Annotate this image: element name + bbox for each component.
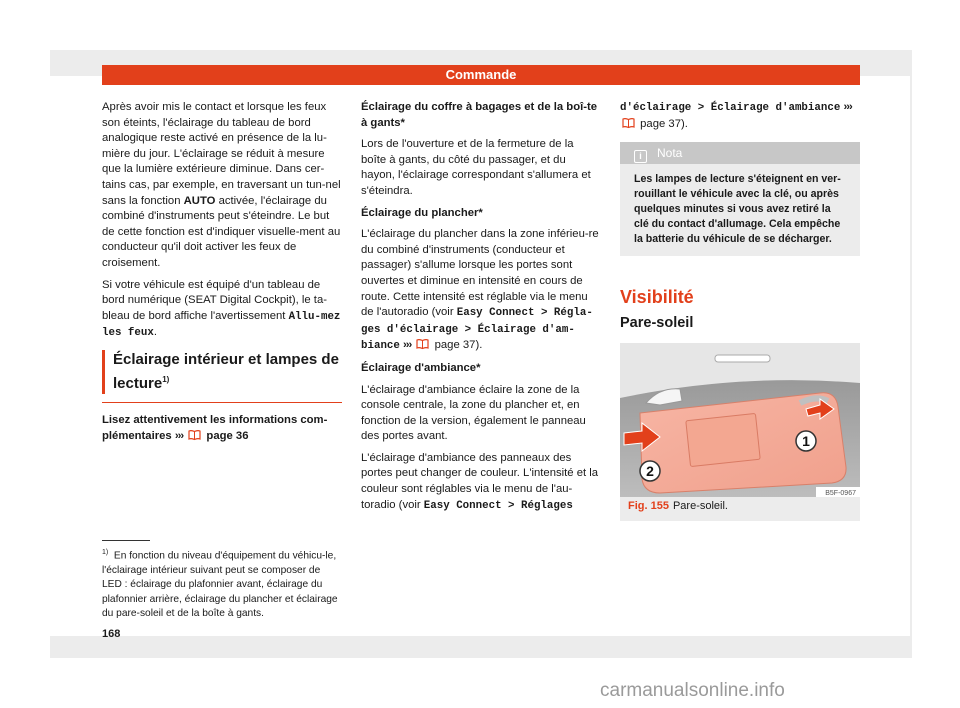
section-title: Visibilité — [620, 287, 694, 308]
paragraph: Lors de l'ouverture et de la fermeture de la boîte à gants, du côté du passager, et du hayon, l'éclairage correspondant s'allumera et s'éteindra. — [361, 138, 591, 197]
nota-header: i Nota — [620, 142, 860, 164]
page-link[interactable]: page 36 — [206, 429, 249, 442]
paragraph: L'éclairage d'ambiance des panneaux des portes peut changer de couleur. L'intensité et la couleur sont réglables via le menu de l'au-toradio (voir Easy Connect > Réglages — [361, 451, 599, 512]
figure-code: B5F-0967 — [825, 490, 856, 497]
nota-text: Les lampes de lecture s'éteignent en ver-rouillant le véhicule avec la clé, ou après quelques minutes si vous avez retiré la clé du contact d'allumage. Cela empêche la batterie du véhicule de se décharger. — [634, 173, 841, 246]
subsection-title: Pare-soleil — [620, 314, 694, 331]
figure-box — [620, 343, 860, 521]
heading-rule — [102, 402, 342, 403]
paragraph: d'éclairage > Éclairage d'ambiance ››› page 37). — [620, 101, 852, 130]
sun-visor-illustration — [620, 343, 860, 497]
figure-caption: Fig. 155 Pare-soleil. — [628, 500, 728, 512]
paragraph: L'éclairage du plancher dans la zone inférieu-re du combiné d'instruments (conducteur et passager) s'allume lorsque les portes sont ouvertes et diminue en intensité en cours de route. Cette intensité est réglable via le menu de l'autoradio (voir Easy Connect > Régla-ges d'éclairage > Éclairage d'am-biance ››› page 37). — [361, 228, 599, 353]
book-icon — [622, 117, 635, 129]
figure-label-2: 2 — [646, 463, 654, 479]
nota-box — [620, 142, 860, 256]
figure-label-1: 1 — [802, 433, 810, 449]
column-left — [102, 100, 342, 450]
display-message: Allu-mez les feux — [102, 310, 341, 340]
menu-path: Easy Connect > Réglages — [423, 499, 573, 512]
page-link[interactable]: page 37 — [434, 339, 476, 352]
header-title: Commande — [102, 65, 860, 85]
menu-path: Easy Connect > Régla-ges d'éclairage > Éclairage d'am-biance — [361, 307, 593, 353]
subheading: Éclairage du plancher* — [361, 206, 483, 219]
column-middle — [361, 100, 601, 520]
menu-path: d'éclairage > Éclairage d'ambiance — [620, 102, 841, 114]
subheading: Éclairage du coffre à bagages et de la boî-te à gants* — [361, 101, 598, 129]
column-right — [620, 100, 860, 331]
intro-text: Lisez attentivement les informations com-plémentaires ››› page 36 — [102, 413, 328, 442]
book-icon — [416, 338, 429, 350]
paragraph: Après avoir mis le contact et lorsque les feux son éteints, l'éclairage du tableau de bord analogique reste activé en présence de la lu-mière du jour. L'éclairage se réduit à mesure que la lumière extérieure diminue. Dans cer-tains cas, par exemple, en traversant un tun-nel sans la fonction AUTO activée, l'éclairage du combiné d'instruments peut s'éteindre. Le but de cette fonction est d'indiquer visuelle-ment au conducteur qu'il doit activer les feux de croisement. — [102, 101, 341, 269]
auto-symbol: AUTO — [183, 194, 216, 207]
page-link[interactable]: page 37 — [640, 117, 681, 130]
footnote: $^{1)}$ En fonction du niveau d'équipement du véhicu-le, l'éclairage intérieur suivant peut se composer de LED : éclairage du plafonnier avant, éclairage du plafonnier arrière, éclairage du plancher et éclairage du pare-soleil et de la boîte à gants. — [102, 549, 338, 620]
footnote-rule — [102, 540, 150, 541]
paragraph: Si votre véhicule est équipé d'un tableau de bord numérique (SEAT Digital Cockpit), le ta-bleau de bord affiche l'avertissement Allu-mez les feux. — [102, 278, 341, 340]
info-icon: i — [634, 150, 647, 163]
paragraph: L'éclairage d'ambiance éclaire la zone de la console centrale, la zone du plancher et, en fonction de la version, également le panneau des portes avant. — [361, 383, 586, 443]
page-number: 168 — [102, 628, 121, 640]
watermark: carmanualsonline.info — [600, 680, 785, 701]
section-heading: Éclairage intérieur et lampes de lecture$^{1)}$ — [102, 350, 342, 394]
book-icon — [188, 429, 201, 441]
subheading: Éclairage d'ambiance* — [361, 361, 481, 374]
